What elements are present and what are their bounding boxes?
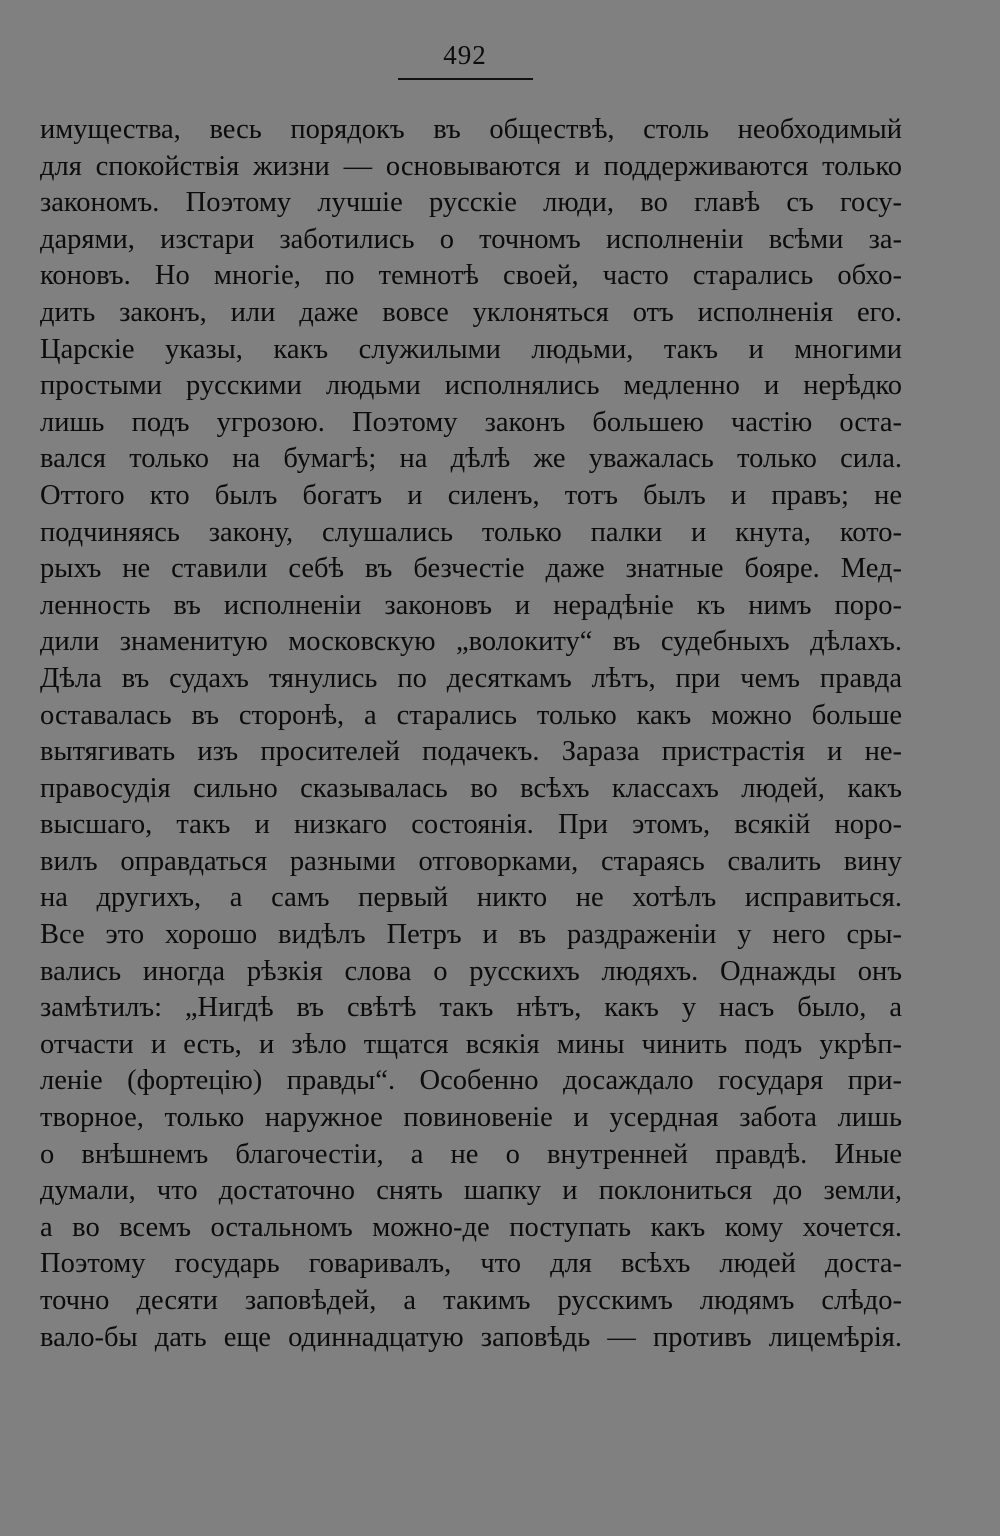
text-line: коновъ. Но многіе, по темнотѣ своей, часто старались обхо- xyxy=(40,260,902,292)
body-text xyxy=(40,112,902,1356)
text-line: имущества, весь порядокъ въ обществѣ, столь необходимый xyxy=(40,114,902,145)
text-line: дарями, изстари заботились о точномъ исполненіи всѣми за- xyxy=(40,223,902,255)
text-line: высшаго, такъ и низкаго состоянія. При этомъ, всякій норо- xyxy=(40,809,902,841)
text-line: Дѣла въ судахъ тянулись по десяткамъ лѣтъ, при чемъ правда xyxy=(40,662,902,694)
text-line: вались иногда рѣзкія слова о русскихъ людяхъ. Однажды онъ xyxy=(40,955,902,987)
page-number: 492 xyxy=(443,40,487,70)
text-line: вытягивать изъ просителей подачекъ. Зараза пристрастія и не- xyxy=(40,736,902,768)
page-number-rule xyxy=(398,78,533,80)
text-line: точно десяти заповѣдей, а такимъ русскимъ людямъ слѣдо- xyxy=(40,1285,902,1316)
text-line: думали, что достаточно снять шапку и поклониться до земли, xyxy=(40,1175,902,1207)
text-line: Поэтому государь говаривалъ, что для всѣхъ людей доста- xyxy=(40,1248,902,1280)
text-line: рыхъ не ставили себѣ въ безчестіе даже знатные бояре. Мед- xyxy=(40,553,902,585)
text-line: на другихъ, а самъ первый никто не хотѣлъ исправиться. xyxy=(40,882,902,914)
text-line: о внѣшнемъ благочестіи, а не о внутренней правдѣ. Иные xyxy=(40,1138,902,1170)
text-line: Царскіе указы, какъ служилыми людьми, такъ и многими xyxy=(40,333,902,365)
text-line: вало-бы дать еще одиннадцатую заповѣдь — противъ лицемѣрія. xyxy=(40,1321,902,1353)
text-line: оставалась въ сторонѣ, а старались только какъ можно больше xyxy=(40,699,902,731)
text-line: творное, только наружное повиновеніе и усердная забота лишь xyxy=(40,1102,902,1134)
text-line: правосудія сильно сказывалась во всѣхъ классахъ людей, какъ xyxy=(40,772,902,804)
text-line: подчиняясь закону, слушались только палки и кнута, кото- xyxy=(40,516,902,548)
text-line: замѣтилъ: „Нигдѣ въ свѣтѣ такъ нѣтъ, какъ у насъ было, а xyxy=(40,992,902,1024)
text-line: дить законъ, или даже вовсе уклоняться отъ исполненія его. xyxy=(40,296,902,328)
text-line: а во всемъ остальномъ можно-де поступать какъ кому хочется. xyxy=(40,1211,902,1243)
text-line: дили знаменитую московскую „волокиту“ въ судебныхъ дѣлахъ. xyxy=(40,626,902,658)
text-line: отчасти и есть, и зѣло тщатся всякія мины чинить подъ укрѣп- xyxy=(40,1028,902,1060)
text-line: ленность въ исполненіи законовъ и нерадѣніе къ нимъ поро- xyxy=(40,589,902,621)
text-line: вался только на бумагѣ; на дѣлѣ же уважалась только сила. xyxy=(40,443,902,475)
text-line: вилъ оправдаться разными отговорками, стараясь свалить вину xyxy=(40,845,902,877)
text-line: простыми русскими людьми исполнялись медленно и нерѣдко xyxy=(40,370,902,402)
text-line: Все это хорошо видѣлъ Петръ и въ раздраженіи у него сры- xyxy=(40,919,902,951)
text-line: закономъ. Поэтому лучшіе русскіе люди, во главѣ съ госу- xyxy=(40,187,902,219)
text-line: лишь подъ угрозою. Поэтому законъ большею частію оста- xyxy=(40,406,902,438)
text-line: леніе (фортецію) правды“. Особенно досаждало государя при- xyxy=(40,1065,902,1097)
text-line: для спокойствія жизни — основываются и поддерживаются только xyxy=(40,150,902,182)
text-line: Оттого кто былъ богатъ и силенъ, тотъ былъ и правъ; не xyxy=(40,479,902,511)
